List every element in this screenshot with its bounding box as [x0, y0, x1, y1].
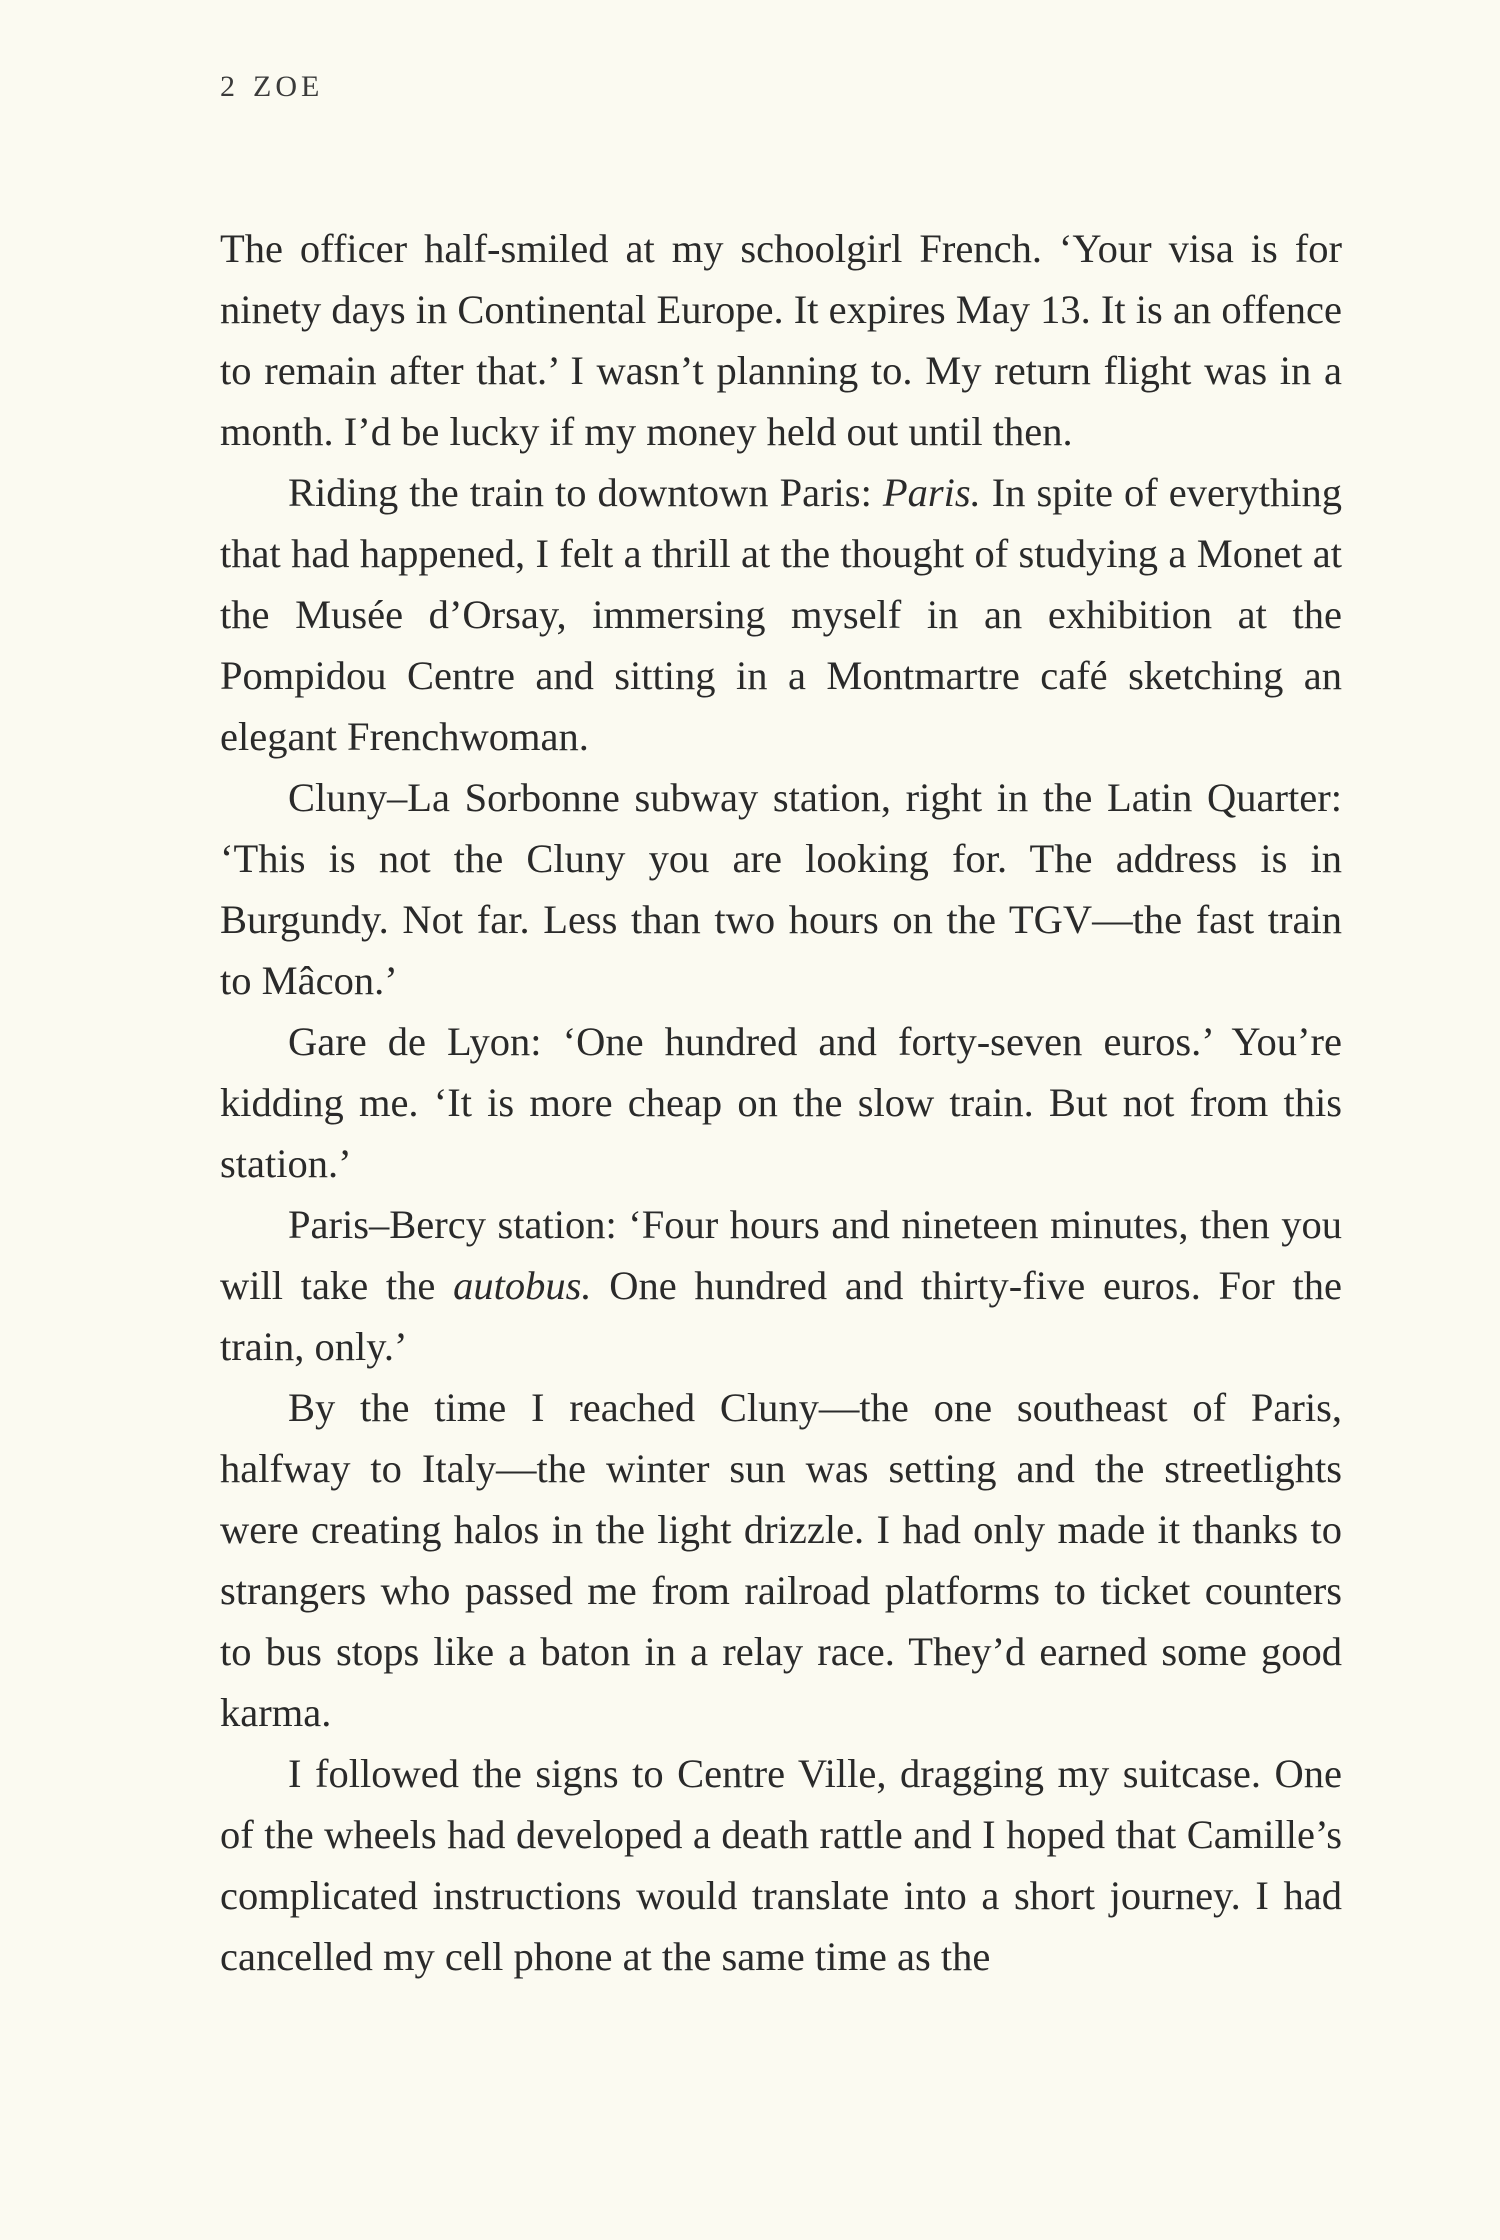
- text-run: In spite of everything that had happened, I felt a thrill at the thought of studying a Monet at the Musée d’Orsay, immersing myself in an exhibition at the Pompidou Centre and sitting in a Montmartre café sketching an elegant Frenchwoman.: [220, 470, 1342, 759]
- body-text: [220, 218, 1342, 1987]
- paragraph-cluny-sorbonne: [220, 767, 1342, 1011]
- italic-run: autobus.: [453, 1263, 592, 1308]
- page-number: 2: [220, 70, 239, 103]
- running-header: [220, 70, 323, 104]
- text-run: I followed the signs to Centre Ville, dragging my suitcase. One of the wheels had developed a death rattle and I hoped that Camille’s complicated instructions would translate into a short journey. I had cancelled my cell phone at the same time as the: [220, 1751, 1342, 1979]
- paragraph-paris-bercy: [220, 1194, 1342, 1377]
- paragraph-train-to-paris: [220, 462, 1342, 767]
- text-run: Gare de Lyon: ‘One hundred and forty-seven euros.’ You’re kidding me. ‘It is more cheap on the slow train. But not from this station.’: [220, 1019, 1342, 1186]
- paragraph-gare-de-lyon: [220, 1011, 1342, 1194]
- text-run: By the time I reached Cluny—the one southeast of Paris, halfway to Italy—the winter sun was setting and the streetlights were creating halos in the light drizzle. I had only made it thanks to strangers who passed me from railroad platforms to ticket counters to bus stops like a baton in a relay race. They’d earned some good karma.: [220, 1385, 1342, 1735]
- text-run: The officer half-smiled at my schoolgirl French. ‘Your visa is for ninety days in Continental Europe. It expires May 13. It is an offence to remain after that.’ I wasn’t planning to. My return flight was in a month. I’d be lucky if my money held out until then.: [220, 226, 1342, 454]
- text-run: One hundred and thirty-five euros. For the train, only.’: [220, 1263, 1342, 1369]
- paragraph-arrival: [220, 218, 1342, 462]
- running-title: ZOE: [253, 70, 324, 103]
- text-run: Cluny–La Sorbonne subway station, right in the Latin Quarter: ‘This is not the Cluny you are looking for. The address is in Burgundy. Not far. Less than two hours on the TGV—the fast train to Mâcon.’: [220, 775, 1342, 1003]
- italic-run: Paris.: [882, 470, 981, 515]
- paragraph-reaching-cluny: [220, 1377, 1342, 1743]
- paragraph-centre-ville: [220, 1743, 1342, 1987]
- text-run: Riding the train to downtown Paris:: [288, 470, 883, 515]
- text-run: Paris–Bercy station: ‘Four hours and nineteen minutes, then you will take the: [220, 1202, 1342, 1308]
